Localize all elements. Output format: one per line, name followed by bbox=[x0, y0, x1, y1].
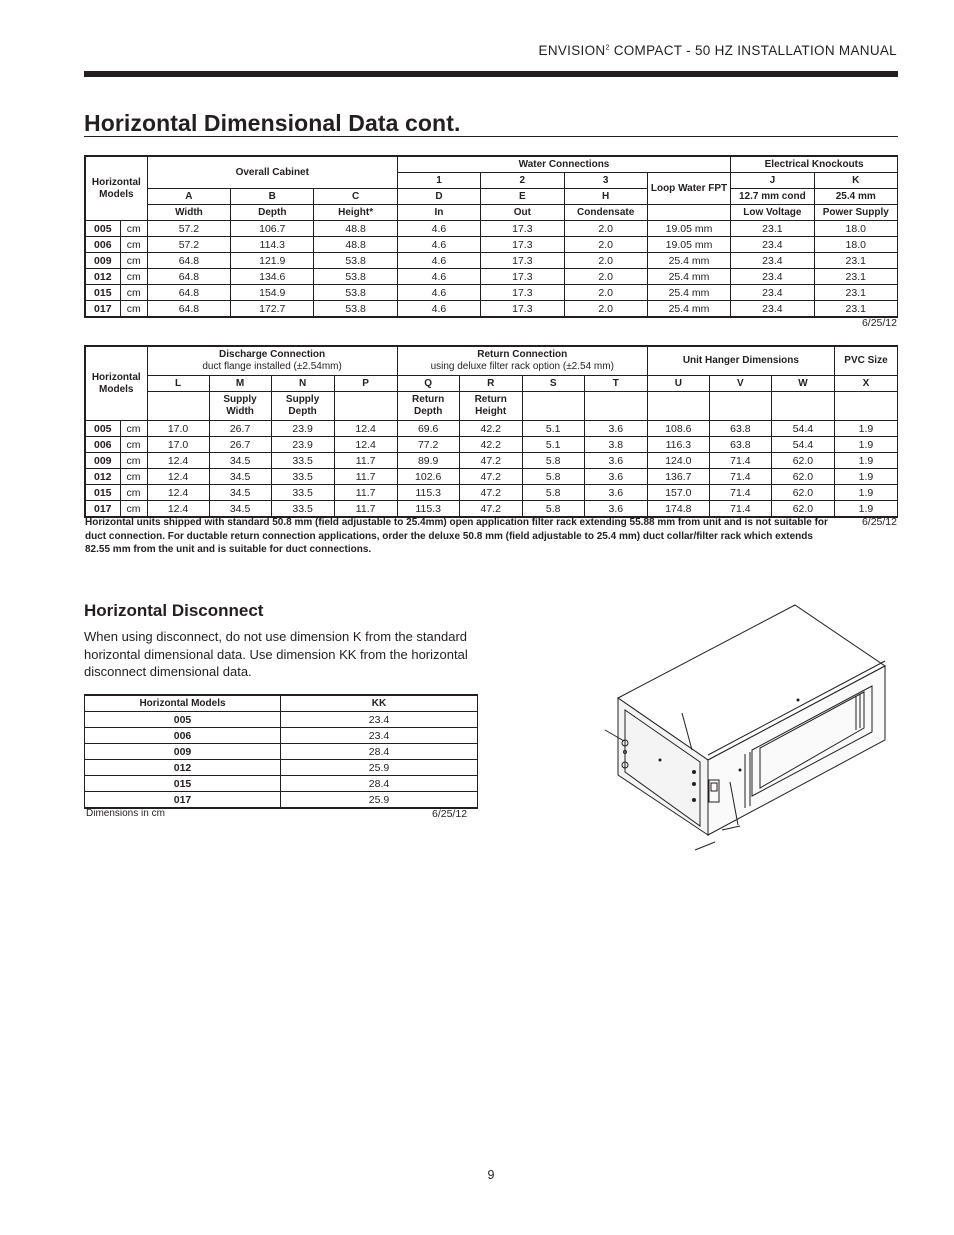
value-cell: 23.1 bbox=[814, 285, 897, 301]
model-cell: 017 bbox=[85, 501, 120, 518]
model-cell: 017 bbox=[85, 301, 120, 318]
value-cell: 174.8 bbox=[647, 501, 709, 518]
model-cell: 006 bbox=[85, 437, 120, 453]
value-cell: 2.0 bbox=[564, 237, 647, 253]
unit-cell: cm bbox=[120, 269, 147, 285]
supply-width-label: Supply Width bbox=[209, 392, 271, 421]
water-connection-3: 3 bbox=[564, 173, 647, 189]
value-cell: 89.9 bbox=[397, 453, 459, 469]
hanger-dimensions-header: Unit Hanger Dimensions bbox=[647, 346, 834, 376]
value-cell: 5.8 bbox=[522, 485, 584, 501]
value-cell: 4.6 bbox=[397, 253, 480, 269]
value-cell: 1.9 bbox=[834, 421, 897, 437]
value-cell: 2.0 bbox=[564, 221, 647, 237]
title-rule bbox=[84, 136, 898, 137]
height-label: Height* bbox=[314, 205, 397, 221]
connection-dimensions-rows bbox=[85, 421, 898, 518]
return-depth-label: Return Depth bbox=[397, 392, 459, 421]
value-cell: 17.3 bbox=[481, 301, 564, 318]
value-cell: 23.4 bbox=[731, 237, 814, 253]
value-cell: 3.6 bbox=[584, 501, 647, 518]
kk-value-cell: 23.4 bbox=[281, 728, 478, 744]
model-cell: 009 bbox=[85, 253, 120, 269]
col-e: E bbox=[481, 189, 564, 205]
value-cell: 1.9 bbox=[834, 469, 897, 485]
col-m: M bbox=[209, 376, 271, 392]
col-v: V bbox=[709, 376, 771, 392]
manual-name-superscript: 2 bbox=[605, 44, 610, 52]
value-cell: 77.2 bbox=[397, 437, 459, 453]
table-row bbox=[85, 501, 898, 518]
value-cell: 26.7 bbox=[209, 437, 271, 453]
horizontal-unit-illustration bbox=[600, 600, 890, 860]
value-cell: 19.05 mm bbox=[647, 221, 730, 237]
value-cell: 12.4 bbox=[147, 485, 209, 501]
value-cell: 1.9 bbox=[834, 485, 897, 501]
value-cell: 17.3 bbox=[481, 253, 564, 269]
return-subtitle: using deluxe filter rack option (±2.54 mm) bbox=[430, 361, 614, 372]
value-cell: 154.9 bbox=[231, 285, 314, 301]
value-cell: 121.9 bbox=[231, 253, 314, 269]
unit-cell: cm bbox=[120, 301, 147, 318]
kk-value-cell: 28.4 bbox=[281, 776, 478, 792]
depth-label: Depth bbox=[231, 205, 314, 221]
value-cell: 106.7 bbox=[231, 221, 314, 237]
value-cell: 33.5 bbox=[271, 469, 334, 485]
w-blank bbox=[771, 392, 834, 421]
model-cell: 012 bbox=[85, 269, 120, 285]
unit-cell: cm bbox=[120, 453, 147, 469]
unit-cell: cm bbox=[120, 221, 147, 237]
value-cell: 64.8 bbox=[147, 301, 230, 318]
kk-value-cell: 25.9 bbox=[281, 792, 478, 809]
table-row bbox=[85, 453, 898, 469]
value-cell: 64.8 bbox=[147, 285, 230, 301]
value-cell: 1.9 bbox=[834, 437, 897, 453]
model-cell: 005 bbox=[85, 221, 120, 237]
water-connection-1: 1 bbox=[397, 173, 480, 189]
unit-cell: cm bbox=[120, 501, 147, 518]
value-cell: 5.8 bbox=[522, 501, 584, 518]
value-cell: 108.6 bbox=[647, 421, 709, 437]
model-cell: 015 bbox=[85, 485, 120, 501]
kk-model-cell: 009 bbox=[85, 744, 281, 760]
kk-model-cell: 017 bbox=[85, 792, 281, 809]
col-j-sub: 12.7 mm cond bbox=[731, 189, 814, 205]
value-cell: 57.2 bbox=[147, 221, 230, 237]
p-blank bbox=[334, 392, 397, 421]
table-row bbox=[85, 776, 478, 792]
page-title: Horizontal Dimensional Data cont. bbox=[84, 110, 461, 136]
col-h: H bbox=[564, 189, 647, 205]
table-row bbox=[85, 712, 478, 728]
return-connection-header bbox=[397, 346, 647, 376]
disconnect-description: When using disconnect, do not use dimension K from the standard horizontal dimensional data. Use dimension KK from the horizontal disconnect dimensional data. bbox=[84, 629, 468, 679]
value-cell: 5.8 bbox=[522, 469, 584, 485]
value-cell: 63.8 bbox=[709, 437, 771, 453]
power-supply-label: Power Supply bbox=[814, 205, 897, 221]
value-cell: 17.3 bbox=[481, 269, 564, 285]
value-cell: 47.2 bbox=[459, 469, 522, 485]
value-cell: 25.4 mm bbox=[647, 253, 730, 269]
value-cell: 54.4 bbox=[771, 421, 834, 437]
table-row bbox=[85, 792, 478, 809]
kk-model-cell: 005 bbox=[85, 712, 281, 728]
connection-dimensions-table bbox=[84, 345, 898, 518]
disconnect-section-title: Horizontal Disconnect bbox=[84, 601, 264, 620]
value-cell: 3.6 bbox=[584, 469, 647, 485]
value-cell: 34.5 bbox=[209, 469, 271, 485]
filter-rack-note: Horizontal units shipped with standard 50.8 mm (field adjustable to 25.4mm) open application filter rack extending 55.88 mm from unit and is not suitable for duct connection. For ductable return connection applications, order the deluxe 50.8 mm (field adjustable to 25.4 mm) duct collar/filter rack which extends 82.55 mm from the unit and is suitable for duct connections. bbox=[85, 517, 828, 555]
value-cell: 23.1 bbox=[814, 269, 897, 285]
value-cell: 12.4 bbox=[147, 469, 209, 485]
value-cell: 23.1 bbox=[814, 253, 897, 269]
value-cell: 34.5 bbox=[209, 485, 271, 501]
value-cell: 48.8 bbox=[314, 221, 397, 237]
value-cell: 116.3 bbox=[647, 437, 709, 453]
value-cell: 11.7 bbox=[334, 485, 397, 501]
value-cell: 136.7 bbox=[647, 469, 709, 485]
table1-date: 6/25/12 bbox=[861, 317, 897, 329]
table-row bbox=[85, 437, 898, 453]
col-c: C bbox=[314, 189, 397, 205]
value-cell: 62.0 bbox=[771, 501, 834, 518]
col-w: W bbox=[771, 376, 834, 392]
value-cell: 4.6 bbox=[397, 301, 480, 318]
value-cell: 4.6 bbox=[397, 237, 480, 253]
unit-cell: cm bbox=[120, 253, 147, 269]
table-row bbox=[85, 728, 478, 744]
col-r: R bbox=[459, 376, 522, 392]
value-cell: 71.4 bbox=[709, 485, 771, 501]
unit-cell: cm bbox=[120, 237, 147, 253]
header-row-1 bbox=[85, 156, 898, 173]
value-cell: 62.0 bbox=[771, 485, 834, 501]
low-voltage-label: Low Voltage bbox=[731, 205, 814, 221]
model-cell: 005 bbox=[85, 421, 120, 437]
value-cell: 23.1 bbox=[731, 221, 814, 237]
value-cell: 5.1 bbox=[522, 437, 584, 453]
t2-header-row-1 bbox=[85, 346, 898, 376]
t2-header-row-3 bbox=[85, 392, 898, 421]
value-cell: 4.6 bbox=[397, 221, 480, 237]
kk-rows bbox=[85, 712, 478, 809]
value-cell: 17.0 bbox=[147, 437, 209, 453]
kk-value-cell: 28.4 bbox=[281, 744, 478, 760]
cabinet-dimensions-table bbox=[84, 155, 898, 318]
kk-model-cell: 006 bbox=[85, 728, 281, 744]
header-row-3 bbox=[85, 189, 898, 205]
s-blank bbox=[522, 392, 584, 421]
value-cell: 33.5 bbox=[271, 453, 334, 469]
value-cell: 71.4 bbox=[709, 469, 771, 485]
col-s: S bbox=[522, 376, 584, 392]
discharge-title: Discharge Connection bbox=[219, 349, 326, 360]
value-cell: 3.8 bbox=[584, 437, 647, 453]
value-cell: 115.3 bbox=[397, 485, 459, 501]
value-cell: 11.7 bbox=[334, 501, 397, 518]
table-row bbox=[85, 485, 898, 501]
col-n: N bbox=[271, 376, 334, 392]
value-cell: 18.0 bbox=[814, 221, 897, 237]
value-cell: 172.7 bbox=[231, 301, 314, 318]
col-l: L bbox=[147, 376, 209, 392]
value-cell: 4.6 bbox=[397, 269, 480, 285]
value-cell: 47.2 bbox=[459, 501, 522, 518]
value-cell: 11.7 bbox=[334, 469, 397, 485]
value-cell: 26.7 bbox=[209, 421, 271, 437]
value-cell: 34.5 bbox=[209, 453, 271, 469]
pvc-size-header: PVC Size bbox=[834, 346, 897, 376]
col-b: B bbox=[231, 189, 314, 205]
col-k-sub: 25.4 mm bbox=[814, 189, 897, 205]
value-cell: 4.6 bbox=[397, 285, 480, 301]
kk-model-cell: 012 bbox=[85, 760, 281, 776]
value-cell: 17.0 bbox=[147, 421, 209, 437]
value-cell: 12.4 bbox=[334, 421, 397, 437]
table-row bbox=[85, 237, 898, 253]
unit-cell: cm bbox=[120, 285, 147, 301]
table-row bbox=[85, 469, 898, 485]
discharge-connection-header bbox=[147, 346, 397, 376]
col-p: P bbox=[334, 376, 397, 392]
knockout-k: K bbox=[814, 173, 897, 189]
kk-value-cell: 23.4 bbox=[281, 712, 478, 728]
model-cell: 012 bbox=[85, 469, 120, 485]
header-row-4 bbox=[85, 205, 898, 221]
models-header: Horizontal Models bbox=[85, 156, 147, 221]
table-row bbox=[85, 221, 898, 237]
kk-date: 6/25/12 bbox=[432, 808, 468, 820]
value-cell: 48.8 bbox=[314, 237, 397, 253]
in-label: In bbox=[397, 205, 480, 221]
kk-value-header: KK bbox=[281, 695, 478, 712]
value-cell: 18.0 bbox=[814, 237, 897, 253]
value-cell: 5.8 bbox=[522, 453, 584, 469]
width-label: Width bbox=[147, 205, 230, 221]
value-cell: 47.2 bbox=[459, 485, 522, 501]
value-cell: 102.6 bbox=[397, 469, 459, 485]
overall-cabinet-header: Overall Cabinet bbox=[147, 156, 397, 189]
value-cell: 53.8 bbox=[314, 269, 397, 285]
value-cell: 34.5 bbox=[209, 501, 271, 518]
value-cell: 23.9 bbox=[271, 437, 334, 453]
value-cell: 33.5 bbox=[271, 501, 334, 518]
value-cell: 12.4 bbox=[334, 437, 397, 453]
value-cell: 53.8 bbox=[314, 301, 397, 318]
table-row bbox=[85, 253, 898, 269]
value-cell: 23.9 bbox=[271, 421, 334, 437]
table-row bbox=[85, 269, 898, 285]
unit-cell: cm bbox=[120, 485, 147, 501]
manual-name: ENVISION bbox=[538, 43, 606, 58]
table-row bbox=[85, 760, 478, 776]
value-cell: 25.4 mm bbox=[647, 301, 730, 318]
value-cell: 19.05 mm bbox=[647, 237, 730, 253]
water-connection-2: 2 bbox=[481, 173, 564, 189]
value-cell: 12.4 bbox=[147, 501, 209, 518]
t2-models-header: Horizontal Models bbox=[85, 346, 147, 421]
supply-depth-label: Supply Depth bbox=[271, 392, 334, 421]
kk-value-cell: 25.9 bbox=[281, 760, 478, 776]
col-x: X bbox=[834, 376, 897, 392]
x-blank bbox=[834, 392, 897, 421]
model-cell: 009 bbox=[85, 453, 120, 469]
value-cell: 64.8 bbox=[147, 269, 230, 285]
col-t: T bbox=[584, 376, 647, 392]
table-row bbox=[85, 421, 898, 437]
value-cell: 2.0 bbox=[564, 285, 647, 301]
value-cell: 157.0 bbox=[647, 485, 709, 501]
condensate-label: Condensate bbox=[564, 205, 647, 221]
table-row bbox=[85, 301, 898, 318]
value-cell: 124.0 bbox=[647, 453, 709, 469]
value-cell: 23.1 bbox=[814, 301, 897, 318]
value-cell: 1.9 bbox=[834, 501, 897, 518]
manual-header bbox=[539, 43, 897, 58]
value-cell: 3.6 bbox=[584, 485, 647, 501]
value-cell: 71.4 bbox=[709, 501, 771, 518]
unit-cell: cm bbox=[120, 437, 147, 453]
unit-cell: cm bbox=[120, 469, 147, 485]
electrical-knockouts-header: Electrical Knockouts bbox=[731, 156, 898, 173]
l-blank bbox=[147, 392, 209, 421]
model-cell: 006 bbox=[85, 237, 120, 253]
value-cell: 25.4 mm bbox=[647, 269, 730, 285]
out-label: Out bbox=[481, 205, 564, 221]
value-cell: 5.1 bbox=[522, 421, 584, 437]
value-cell: 23.4 bbox=[731, 285, 814, 301]
value-cell: 62.0 bbox=[771, 453, 834, 469]
value-cell: 134.6 bbox=[231, 269, 314, 285]
value-cell: 53.8 bbox=[314, 285, 397, 301]
value-cell: 42.2 bbox=[459, 421, 522, 437]
col-q: Q bbox=[397, 376, 459, 392]
return-title: Return Connection bbox=[477, 349, 568, 360]
discharge-subtitle: duct flange installed (±2.54mm) bbox=[202, 361, 342, 372]
loop-water-header: Loop Water FPT bbox=[647, 173, 730, 205]
value-cell: 23.4 bbox=[731, 269, 814, 285]
model-cell: 015 bbox=[85, 285, 120, 301]
disconnect-kk-table bbox=[84, 694, 478, 809]
cabinet-dimensions-rows bbox=[85, 221, 898, 318]
table-row bbox=[85, 744, 478, 760]
u-blank bbox=[647, 392, 709, 421]
value-cell: 11.7 bbox=[334, 453, 397, 469]
value-cell: 42.2 bbox=[459, 437, 522, 453]
kk-units-note: Dimensions in cm bbox=[86, 808, 165, 819]
value-cell: 17.3 bbox=[481, 237, 564, 253]
kk-header-row bbox=[85, 695, 478, 712]
value-cell: 57.2 bbox=[147, 237, 230, 253]
value-cell: 2.0 bbox=[564, 253, 647, 269]
col-a: A bbox=[147, 189, 230, 205]
table2-date: 6/25/12 bbox=[861, 516, 897, 528]
value-cell: 23.4 bbox=[731, 253, 814, 269]
return-height-label: Return Height bbox=[459, 392, 522, 421]
value-cell: 62.0 bbox=[771, 469, 834, 485]
value-cell: 33.5 bbox=[271, 485, 334, 501]
value-cell: 12.4 bbox=[147, 453, 209, 469]
header-rule bbox=[84, 71, 898, 77]
value-cell: 114.3 bbox=[231, 237, 314, 253]
v-blank bbox=[709, 392, 771, 421]
value-cell: 63.8 bbox=[709, 421, 771, 437]
loop-water-blank bbox=[647, 205, 730, 221]
value-cell: 17.3 bbox=[481, 285, 564, 301]
page-number: 9 bbox=[487, 1168, 495, 1182]
value-cell: 1.9 bbox=[834, 453, 897, 469]
knockout-j: J bbox=[731, 173, 814, 189]
kk-model-cell: 015 bbox=[85, 776, 281, 792]
value-cell: 53.8 bbox=[314, 253, 397, 269]
value-cell: 54.4 bbox=[771, 437, 834, 453]
water-connections-header: Water Connections bbox=[397, 156, 730, 173]
value-cell: 17.3 bbox=[481, 221, 564, 237]
col-d: D bbox=[397, 189, 480, 205]
value-cell: 2.0 bbox=[564, 301, 647, 318]
value-cell: 47.2 bbox=[459, 453, 522, 469]
value-cell: 115.3 bbox=[397, 501, 459, 518]
col-u: U bbox=[647, 376, 709, 392]
value-cell: 23.4 bbox=[731, 301, 814, 318]
value-cell: 64.8 bbox=[147, 253, 230, 269]
table-row bbox=[85, 285, 898, 301]
t-blank bbox=[584, 392, 647, 421]
value-cell: 2.0 bbox=[564, 269, 647, 285]
value-cell: 25.4 mm bbox=[647, 285, 730, 301]
value-cell: 3.6 bbox=[584, 421, 647, 437]
t2-header-row-2 bbox=[85, 376, 898, 392]
value-cell: 69.6 bbox=[397, 421, 459, 437]
unit-cell: cm bbox=[120, 421, 147, 437]
manual-subtitle: COMPACT - 50 HZ INSTALLATION MANUAL bbox=[609, 43, 897, 58]
value-cell: 3.6 bbox=[584, 453, 647, 469]
value-cell: 71.4 bbox=[709, 453, 771, 469]
kk-models-header: Horizontal Models bbox=[85, 695, 281, 712]
